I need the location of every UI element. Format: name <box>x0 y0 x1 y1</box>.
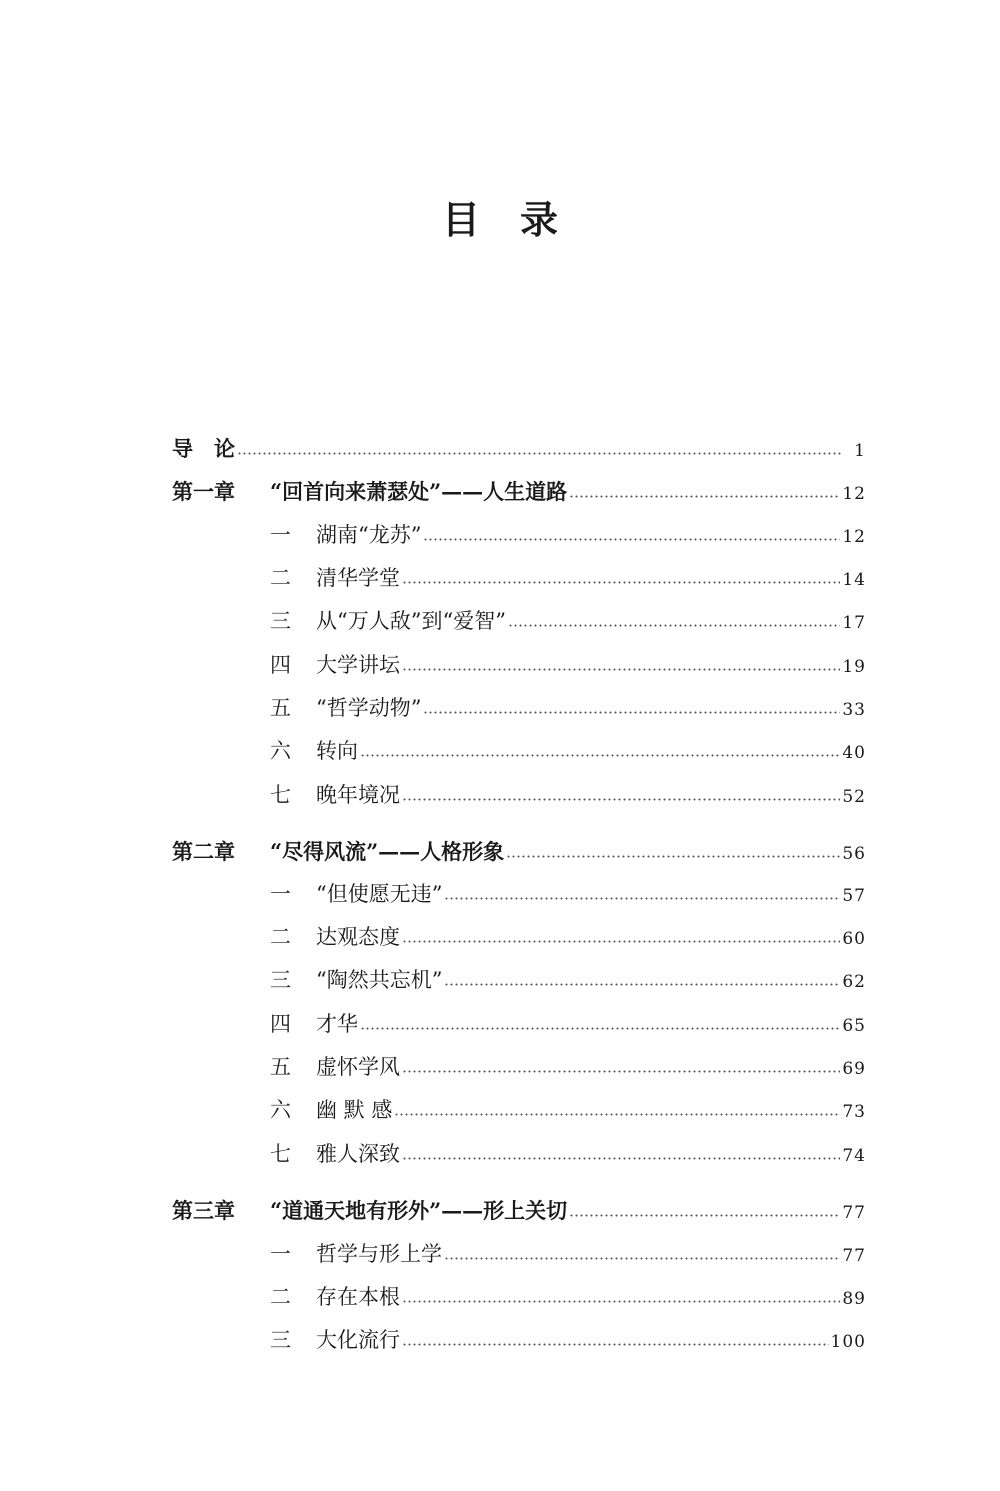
entry-title: 晚年境况 <box>316 783 400 807</box>
page-number: 65 <box>842 1016 866 1036</box>
dot-leader <box>402 668 840 671</box>
entry-title: 哲学与形上学 <box>316 1242 442 1266</box>
chapter-number: 第二章 <box>172 839 235 864</box>
chapter-number: 第一章 <box>172 479 235 504</box>
toc-section-entry <box>172 521 866 549</box>
toc-section-entry <box>172 1326 866 1354</box>
dot-leader <box>444 897 840 900</box>
page-number: 19 <box>842 657 866 677</box>
page-number: 77 <box>842 1203 866 1223</box>
dot-leader <box>508 624 840 627</box>
section-index: 五 <box>270 1055 291 1079</box>
toc-section-entry <box>172 737 866 765</box>
toc-section-entry <box>172 564 866 592</box>
entry-title: “回首向来萧瑟处”——人生道路 <box>270 479 568 504</box>
entry-title: 大学讲坛 <box>316 653 400 677</box>
dot-leader <box>569 1214 840 1217</box>
page-number: 60 <box>842 929 866 949</box>
section-index: 四 <box>270 653 291 677</box>
page-number: 57 <box>842 886 866 906</box>
toc-section-entry <box>172 1283 866 1311</box>
page-number: 56 <box>842 844 866 864</box>
toc-chapter-entry <box>172 838 866 866</box>
page-number: 12 <box>842 484 866 504</box>
toc-section-entry <box>172 966 866 994</box>
dot-leader <box>394 1113 840 1116</box>
page-number: 89 <box>842 1289 866 1309</box>
page-number: 33 <box>842 700 866 720</box>
entry-title: 湖南“龙苏” <box>316 523 422 547</box>
entry-title: “陶然共忘机” <box>316 968 443 992</box>
page-number: 77 <box>842 1246 866 1266</box>
toc-section-entry <box>172 923 866 951</box>
entry-title: 幽 默 感 <box>316 1098 393 1122</box>
toc-intro-entry <box>172 435 866 463</box>
section-index: 六 <box>270 1098 291 1122</box>
page-title <box>0 196 1000 244</box>
entry-title: 导 论 <box>172 436 235 461</box>
section-index: 七 <box>270 1142 291 1166</box>
dot-leader <box>444 1257 840 1260</box>
dot-leader <box>402 1300 840 1303</box>
dot-leader <box>423 538 840 541</box>
title-char-2: 录 <box>520 197 559 242</box>
page-number: 17 <box>842 613 866 633</box>
entry-title: “道通天地有形外”——形上关切 <box>270 1198 568 1223</box>
section-index: 一 <box>270 523 291 547</box>
toc-section-entry <box>172 694 866 722</box>
dot-leader <box>569 495 840 498</box>
page-number: 1 <box>854 441 866 461</box>
dot-leader <box>444 983 840 986</box>
page-number: 73 <box>842 1102 866 1122</box>
entry-title: 虚怀学风 <box>316 1055 400 1079</box>
dot-leader <box>402 798 840 801</box>
toc-section-entry <box>172 880 866 908</box>
dot-leader <box>360 1027 840 1030</box>
page-number: 40 <box>842 743 866 763</box>
entry-title: 清华学堂 <box>316 566 400 590</box>
entry-title: 从“万人敌”到“爱智” <box>316 609 506 633</box>
section-index: 一 <box>270 1242 291 1266</box>
entry-title: “但使愿无违” <box>316 882 443 906</box>
section-index: 七 <box>270 783 291 807</box>
section-index: 二 <box>270 1285 291 1309</box>
page-number: 62 <box>842 972 866 992</box>
dot-leader <box>506 855 840 858</box>
title-char-1: 目 <box>441 197 480 242</box>
toc-section-entry <box>172 1240 866 1268</box>
page-number: 74 <box>842 1146 866 1166</box>
entry-title: 才华 <box>316 1012 358 1036</box>
section-index: 六 <box>270 739 291 763</box>
page-number: 52 <box>842 787 866 807</box>
toc-section-entry <box>172 651 866 679</box>
dot-leader <box>360 754 840 757</box>
entry-title: 转向 <box>316 739 358 763</box>
page-number: 100 <box>830 1332 866 1352</box>
chapter-number: 第三章 <box>172 1198 235 1223</box>
dot-leader <box>402 940 840 943</box>
dot-leader <box>402 1070 840 1073</box>
section-index: 二 <box>270 566 291 590</box>
dot-leader <box>402 581 840 584</box>
page-number: 12 <box>842 527 866 547</box>
page-number: 14 <box>842 570 866 590</box>
entry-title: “哲学动物” <box>316 696 422 720</box>
section-index: 四 <box>270 1012 291 1036</box>
toc-chapter-entry <box>172 478 866 506</box>
dot-leader <box>237 452 842 455</box>
section-index: 二 <box>270 925 291 949</box>
toc-section-entry <box>172 1010 866 1038</box>
section-index: 三 <box>270 968 291 992</box>
toc-section-entry <box>172 781 866 809</box>
toc-section-entry <box>172 607 866 635</box>
toc-section-entry <box>172 1096 866 1124</box>
section-index: 三 <box>270 609 291 633</box>
dot-leader <box>423 711 840 714</box>
section-index: 五 <box>270 696 291 720</box>
entry-title: 雅人深致 <box>316 1142 400 1166</box>
dot-leader <box>402 1157 840 1160</box>
toc-chapter-entry <box>172 1197 866 1225</box>
entry-title: 达观态度 <box>316 925 400 949</box>
entry-title: 大化流行 <box>316 1328 400 1352</box>
toc-section-entry <box>172 1053 866 1081</box>
section-index: 三 <box>270 1328 291 1352</box>
section-index: 一 <box>270 882 291 906</box>
entry-title: 存在本根 <box>316 1285 400 1309</box>
page-number: 69 <box>842 1059 866 1079</box>
dot-leader <box>402 1343 829 1346</box>
entry-title: “尽得风流”——人格形象 <box>270 839 505 864</box>
toc-section-entry <box>172 1140 866 1168</box>
